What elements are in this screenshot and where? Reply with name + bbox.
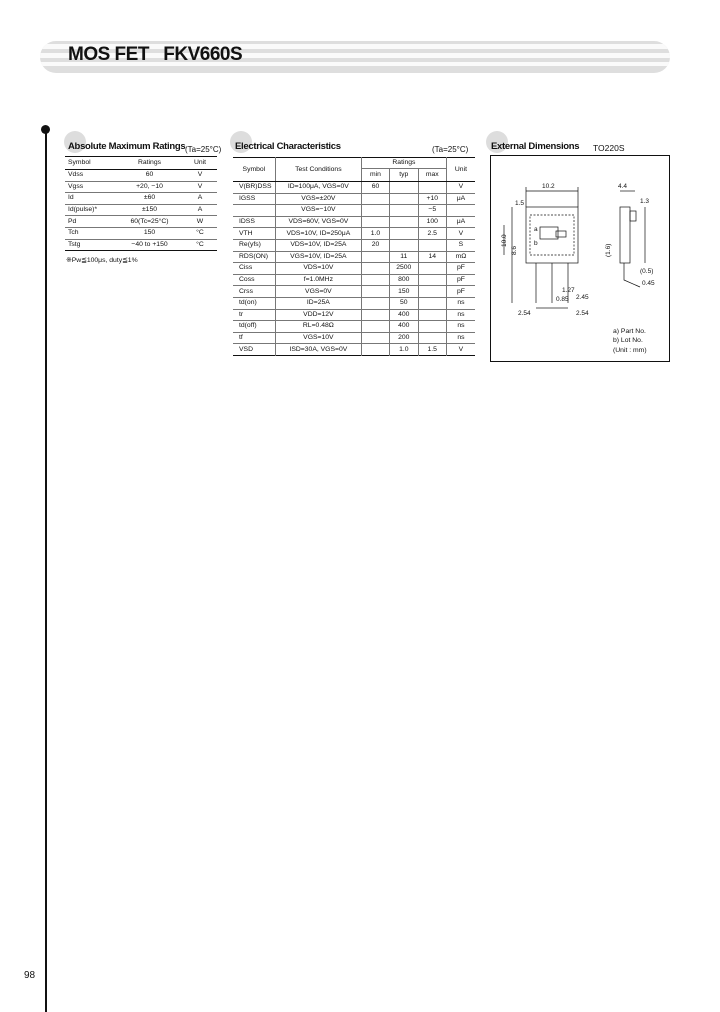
symbol-cell: tf	[233, 332, 275, 344]
unit-cell: μA	[446, 216, 475, 228]
unit-cell: V	[183, 181, 217, 193]
condition-cell: VDS=10V, ID=250μA	[275, 228, 361, 240]
mark-a-label: a	[534, 226, 538, 233]
min-cell	[361, 274, 389, 286]
min-cell	[361, 263, 389, 275]
typ-cell	[389, 193, 418, 205]
package-body	[526, 207, 578, 263]
unit-cell: A	[183, 204, 217, 216]
rating-cell: 60	[116, 170, 183, 182]
max-cell	[418, 309, 446, 321]
symbol-cell: Tstg	[68, 240, 81, 248]
table-row	[233, 193, 475, 205]
unit-cell: V	[446, 182, 475, 194]
table-row	[233, 332, 475, 344]
condition-cell: VGS=±20V	[275, 193, 361, 205]
table-row	[233, 239, 475, 251]
table-row	[233, 228, 475, 240]
table-row	[233, 274, 475, 286]
dim-label-h4: (1.6)	[605, 243, 612, 257]
dim-label-lead2: 0.85	[556, 296, 569, 303]
ext-dim-title: External Dimensions	[491, 141, 580, 152]
max-cell	[418, 332, 446, 344]
table-row	[233, 216, 475, 228]
table-row	[233, 263, 475, 275]
typ-cell: 800	[389, 274, 418, 286]
unit-cell: S	[446, 239, 475, 251]
table-row	[65, 204, 217, 216]
max-cell: 100	[418, 216, 446, 228]
max-cell	[418, 263, 446, 275]
table-header-row	[65, 157, 217, 170]
unit-cell	[446, 205, 475, 217]
condition-cell: f=1.0MHz	[275, 274, 361, 286]
typ-cell: 150	[389, 286, 418, 298]
symbol-cell: tr	[233, 309, 275, 321]
symbol-cell	[233, 205, 275, 217]
condition-cell: RL=0.48Ω	[275, 321, 361, 333]
header-symbol: Symbol	[65, 157, 116, 170]
header-test-conditions: Test Conditions	[275, 158, 361, 182]
unit-cell: ns	[446, 309, 475, 321]
legend-unit: (Unit : mm)	[613, 347, 647, 354]
rating-cell: ±150	[116, 204, 183, 216]
unit-cell: V	[446, 344, 475, 356]
rating-cell: +20, −10	[116, 181, 183, 193]
max-cell	[418, 297, 446, 309]
unit-cell: ns	[446, 321, 475, 333]
typ-cell: 50	[389, 297, 418, 309]
dim-label-h3: 8.6	[511, 245, 518, 255]
dim-label-h5: (0.5)	[640, 268, 654, 275]
dim-label-thickness: 4.4	[618, 183, 628, 190]
min-cell: 20	[361, 239, 389, 251]
unit-cell: A	[183, 193, 217, 205]
header-unit: Unit	[183, 157, 217, 170]
table-row	[65, 170, 217, 182]
min-cell	[361, 321, 389, 333]
min-cell	[361, 216, 389, 228]
table-row	[65, 239, 217, 251]
table-header-row	[233, 158, 475, 169]
margin-line	[45, 129, 47, 1012]
max-cell	[418, 239, 446, 251]
symbol-cell: Crss	[233, 286, 275, 298]
unit-cell: V	[446, 228, 475, 240]
max-cell: 14	[418, 251, 446, 263]
table-row	[233, 309, 475, 321]
symbol-cell: Re(yfs)	[233, 239, 275, 251]
dim-label-pitch2: 2.54	[576, 310, 589, 317]
condition-cell: ID=100μA, VGS=0V	[275, 182, 361, 194]
max-cell	[418, 182, 446, 194]
condition-cell: VDS=60V, VGS=0V	[275, 216, 361, 228]
condition-cell: VGS=10V, ID=25A	[275, 251, 361, 263]
dim-label-side2: 0.45	[642, 280, 655, 287]
symbol-cell: VTH	[233, 228, 275, 240]
side-lead	[624, 263, 640, 287]
header-symbol: Symbol	[233, 158, 275, 182]
typ-cell	[389, 182, 418, 194]
table-row	[233, 182, 475, 194]
max-cell	[418, 286, 446, 298]
condition-cell: VDS=10V, ID=25A	[275, 239, 361, 251]
min-cell	[361, 309, 389, 321]
symbol-cell: Id	[65, 193, 116, 205]
min-cell	[361, 286, 389, 298]
typ-cell: 11	[389, 251, 418, 263]
typ-cell: 1.0	[389, 344, 418, 356]
header-ratings: Ratings	[116, 157, 183, 170]
symbol-cell: Tch	[65, 227, 116, 239]
unit-cell: ns	[446, 297, 475, 309]
min-cell	[361, 193, 389, 205]
margin-dot	[41, 125, 50, 134]
symbol-cell: Coss	[233, 274, 275, 286]
symbol-cell: RDS(ON)	[233, 251, 275, 263]
dim-label-lead: 1.27	[562, 287, 575, 294]
typ-cell: 2500	[389, 263, 418, 275]
condition-cell: VDS=10V	[275, 263, 361, 275]
typ-cell	[389, 205, 418, 217]
typ-cell: 400	[389, 309, 418, 321]
unit-cell: W	[183, 216, 217, 228]
dimension-legend	[613, 327, 647, 355]
table-row	[233, 286, 475, 298]
symbol-cell: td(on)	[233, 297, 275, 309]
table-row	[233, 205, 475, 217]
unit-cell: ns	[446, 332, 475, 344]
pulse-note: ※Pw≦100μs, duty≦1%	[66, 257, 138, 264]
symbol-cell: Pd	[65, 216, 116, 228]
rating-cell: −40 to +150	[131, 240, 168, 248]
unit-cell: °C	[196, 240, 204, 248]
symbol-cell: VSD	[239, 345, 253, 353]
package-name: TO220S	[593, 143, 625, 153]
condition-cell: ISD=30A, VGS=0V	[275, 344, 361, 356]
side-fin	[630, 211, 636, 221]
typ-cell	[389, 216, 418, 228]
symbol-cell: Vgss	[65, 181, 116, 193]
condition-cell: VGS=10V	[275, 332, 361, 344]
symbol-cell: Id(pulse)*	[65, 204, 116, 216]
max-cell	[418, 274, 446, 286]
elec-condition: (Ta=25°C)	[432, 145, 469, 154]
min-cell: 60	[361, 182, 389, 194]
table-row	[233, 344, 475, 356]
typ-cell: 400	[389, 321, 418, 333]
min-cell	[361, 332, 389, 344]
max-cell: 2.5	[418, 228, 446, 240]
unit-cell: mΩ	[446, 251, 475, 263]
rating-cell: 60(Tc=25°C)	[116, 216, 183, 228]
abs-max-table	[65, 156, 217, 251]
dim-label-h2: 10.0	[501, 234, 508, 247]
rating-cell: ±60	[116, 193, 183, 205]
header-unit: Unit	[446, 158, 475, 182]
condition-cell: ID=25A	[275, 297, 361, 309]
side-body	[620, 207, 630, 263]
header-ratings: Ratings	[361, 158, 446, 169]
condition-cell: VGS=0V	[275, 286, 361, 298]
typ-cell: 200	[389, 332, 418, 344]
max-cell: −5	[418, 205, 446, 217]
min-cell	[361, 251, 389, 263]
typ-cell	[389, 228, 418, 240]
rating-cell: 150	[116, 227, 183, 239]
abs-max-condition: (Ta=25°C)	[185, 145, 222, 154]
symbol-cell: Vdss	[65, 170, 116, 182]
symbol-cell: V(BR)DSS	[233, 182, 275, 194]
table-row	[233, 251, 475, 263]
min-cell	[361, 205, 389, 217]
symbol-cell: Ciss	[233, 263, 275, 275]
table-row	[233, 321, 475, 333]
elec-title: Electrical Characteristics	[235, 141, 341, 152]
unit-cell: °C	[183, 227, 217, 239]
unit-cell: pF	[446, 263, 475, 275]
condition-cell: VDD=12V	[275, 309, 361, 321]
abs-max-title: Absolute Maximum Ratings	[68, 141, 186, 152]
dim-label-width: 10.2	[542, 183, 555, 190]
unit-cell: V	[183, 170, 217, 182]
elec-table	[233, 157, 475, 356]
page-title: MOS FET FKV660S	[68, 44, 243, 65]
page-number: 98	[24, 970, 36, 981]
dim-label-pitch1: 2.54	[518, 310, 531, 317]
unit-cell: pF	[446, 286, 475, 298]
package-inner-outline	[530, 215, 574, 255]
part-mark-box	[540, 227, 558, 239]
typ-cell	[389, 239, 418, 251]
header-min: min	[361, 169, 389, 182]
header-typ: typ	[389, 169, 418, 182]
symbol-cell: IGSS	[233, 193, 275, 205]
min-cell: 1.0	[361, 228, 389, 240]
min-cell	[361, 344, 389, 356]
dim-label-fin: 1.3	[640, 198, 650, 205]
max-cell	[418, 321, 446, 333]
legend-part-no: a) Part No.	[613, 328, 646, 335]
lot-mark-box	[556, 231, 566, 237]
unit-cell: μA	[446, 193, 475, 205]
unit-cell: pF	[446, 274, 475, 286]
dim-label-side1: 2.45	[576, 294, 589, 301]
symbol-cell: IDSS	[233, 216, 275, 228]
dim-label-h1: 1.5	[515, 200, 525, 207]
max-cell: +10	[418, 193, 446, 205]
max-cell: 1.5	[418, 344, 446, 356]
min-cell	[361, 297, 389, 309]
table-row	[65, 216, 217, 228]
table-row	[233, 297, 475, 309]
table-row	[65, 181, 217, 193]
symbol-cell: td(off)	[233, 321, 275, 333]
condition-cell: VGS=−10V	[275, 205, 361, 217]
mark-b-label: b	[534, 240, 538, 247]
header-max: max	[418, 169, 446, 182]
legend-lot-no: b) Lot No.	[613, 337, 643, 344]
table-row	[65, 193, 217, 205]
table-row	[65, 227, 217, 239]
